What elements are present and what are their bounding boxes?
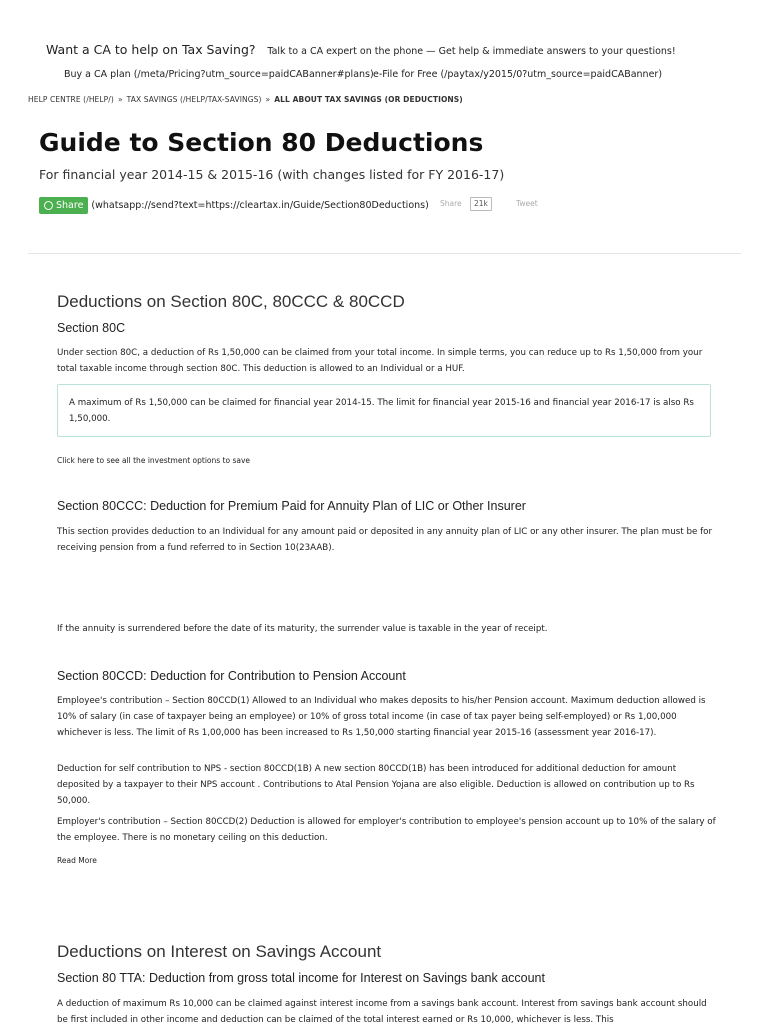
whatsapp-share-link[interactable]: (whatsapp://send?text=https://cleartax.in/Guide/Section80Deductions) [91,199,429,211]
investment-options-link[interactable]: Click here to see all the investment options to save [57,456,251,465]
efile-free-link[interactable]: e-File for Free (/paytax/y2015/0?utm_source=paidCABanner) [373,69,663,80]
breadcrumb-separator: » [117,95,123,104]
section-heading-80c-80ccc-80ccd: Deductions on Section 80C, 80CCC & 80CCD [57,292,405,311]
section-80ccd-heading: Section 80CCD: Deduction for Contribution to Pension Account [57,669,406,683]
facebook-share-button[interactable]: Share [440,199,462,208]
section-80ccd-paragraph: Employee's contribution – Section 80CCD(1) Allowed to an Individual who makes deposits to his/her Pension account. Maximum deduction allowed is 10% of salary (in case of taxpayer being an employee) or 10% of gross total income (in case of tax payer being self-employed) or Rs 1,00,000 whichever is less. The limit of Rs 1,00,000 has been increased to Rs 1,50,000 starting financial year 2015-16 (assessment year 2016-17). [57,696,706,738]
ca-banner [46,42,676,57]
section-80c-text: Under section 80C, a deduction of Rs 1,50,000 can be claimed from your total income. In simple terms, you can reduce up to Rs 1,50,000 from your total taxable income through section 80C. This deduction is allowed to an Individual or a HUF. [57,348,703,374]
section-80tta-heading: Section 80 TTA: Deduction from gross total income for Interest on Savings bank account [57,971,545,985]
share-count-badge: 21k [470,197,492,211]
read-more-link[interactable]: Read More [57,856,97,865]
section-80tta-text: A deduction of maximum Rs 10,000 can be claimed against interest income from a savings bank account. Interest from savings bank account should be first included in other income and deduction can be claimed of the total interest earned or Rs 10,000, whichever is less. This [57,999,707,1025]
banner-headline: Want a CA to help on Tax Saving? [46,42,256,57]
section-80c-note-text: A maximum of Rs 1,50,000 can be claimed for financial year 2014-15. The limit for financial year 2015-16 and financial year 2016-17 is also Rs 1,50,000. [69,398,694,424]
section-80ccc-heading: Section 80CCC: Deduction for Premium Paid for Annuity Plan of LIC or Other Insurer [57,499,526,513]
page-subtitle: For financial year 2014-15 & 2015-16 (with changes listed for FY 2016-17) [39,167,505,182]
banner-subtext: Talk to a CA expert on the phone — Get help & immediate answers to your questions! [267,46,676,57]
section-80ccc-text: This section provides deduction to an Individual for any amount paid or deposited in any annuity plan of LIC or any other insurer. The plan must be for receiving pension from a fund referred to in Section 10(23AAB). [57,527,713,553]
section-80ccd-paragraph: Deduction for self contribution to NPS - section 80CCD(1B) A new section 80CCD(1B) has been introduced for additional deduction for amount deposited by a taxpayer to their NPS account . Contributions to Atal Pension Yojana are also eligible. Deduction is allowed on contribution up to Rs 50,000. [57,764,695,806]
section-80ccc-text-2: If the annuity is surrendered before the date of its maturity, the surrender value is taxable in the year of receipt. [57,624,548,634]
breadcrumb-separator: » [265,95,271,104]
whatsapp-share-button[interactable] [39,197,88,214]
section-heading-savings-interest: Deductions on Interest on Savings Account [57,942,382,961]
section-80c-note-box [57,384,711,437]
section-80ccd-paragraph: Employer's contribution – Section 80CCD(2) Deduction is allowed for employer's contribution to employee's pension account up to 10% of the salary of the employee. There is no monetary ceiling on this deduction. [57,817,716,843]
whatsapp-icon [44,201,53,210]
page-title: Guide to Section 80 Deductions [39,128,484,157]
whatsapp-share-label: Share [56,199,84,211]
buy-ca-plan-link[interactable]: Buy a CA plan (/meta/Pricing?utm_source=paidCABanner#plans) [64,69,374,80]
breadcrumb-current: ALL ABOUT TAX SAVINGS (OR DEDUCTIONS) [274,95,463,104]
breadcrumb-help-centre[interactable]: HELP CENTRE (/HELP/) [28,95,114,104]
breadcrumb [28,95,463,104]
breadcrumb-tax-savings[interactable]: TAX SAVINGS (/HELP/TAX-SAVINGS) [126,95,262,104]
header-divider [28,253,741,254]
tweet-button[interactable]: Tweet [516,199,538,208]
share-row [39,196,429,214]
section-80c-heading: Section 80C [57,321,126,335]
